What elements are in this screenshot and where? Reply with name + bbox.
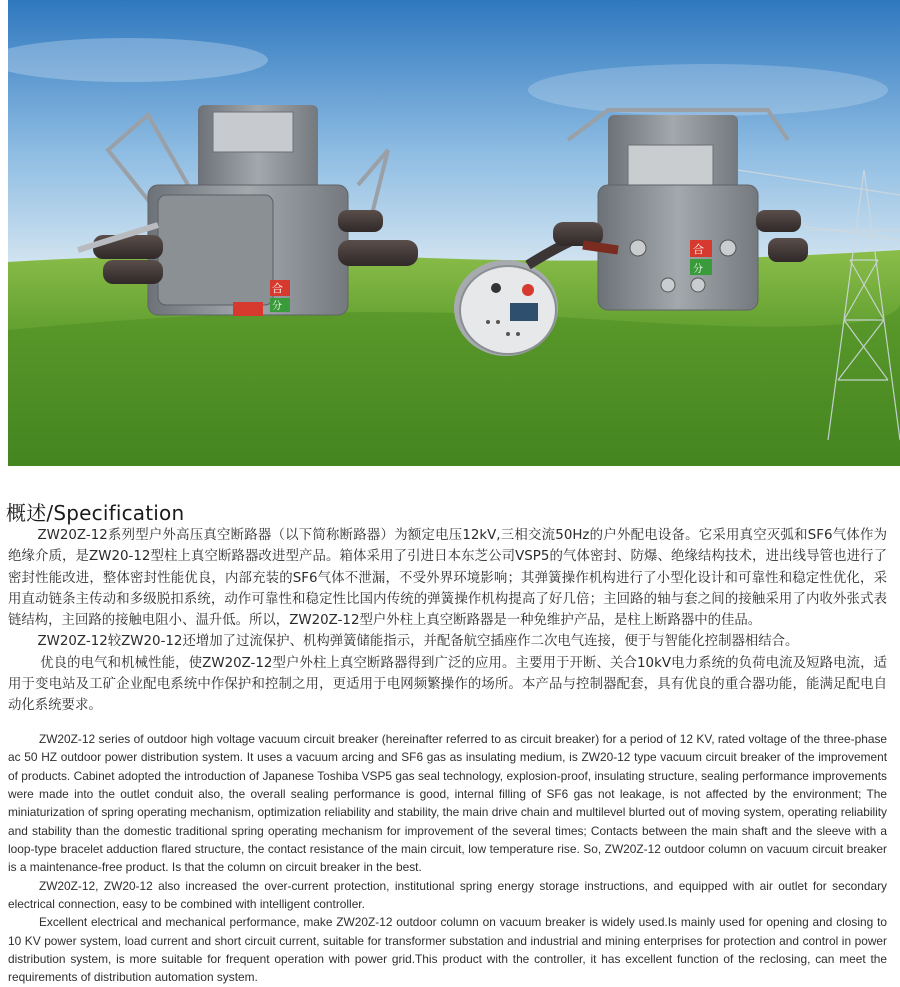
open-label: 分 bbox=[693, 264, 703, 275]
chinese-description bbox=[8, 525, 887, 717]
en-paragraph: Excellent electrical and mechanical performance, make ZW20Z-12 outdoor column on vacuum breaker is widely used.Is mainly used for opening and closing to 10 KV power system, load current and short circuit current, suitable for transformer substation and industrial and mining enterprises for protection and control in power distribution system, is more suitable for frequent operation with power grid.This product with the controller, it has excellent function of the reclosing, can meet the requirements of distribution automation system. bbox=[8, 915, 887, 985]
cn-paragraph: 优良的电气和机械性能，使ZW20Z-12型户外柱上真空断路器得到广泛的应用。主要用于开断、关合10kV电力系统的负荷电流及短路电流，适用于变电站及工矿企业配电系统中作保护和控制之用，更适用于电网频繁操作的场所。本产品与控制器配套，具有优良的重合器功能，能满足配电自动化系统要求。 bbox=[8, 655, 887, 714]
product-photo-banner bbox=[8, 0, 900, 466]
english-description bbox=[8, 730, 887, 987]
open-label: 分 bbox=[272, 301, 282, 312]
close-label: 合 bbox=[272, 282, 283, 295]
en-paragraph: ZW20Z-12 series of outdoor high voltage vacuum circuit breaker (hereinafter referred to as circuit breaker) for a period of 12 KV, rated voltage of the three-phase ac 50 HZ outdoor power distribution system. It uses a vacuum arcing and SF6 gas as insulating medium, is ZW20-12 type vacuum circuit breaker of the improvement of products. Cabinet adopted the introduction of Japanese Toshiba VSP5 gas seal technology, explosion-proof, insulating structure, sealing performance improvements were made into the outlet conduit also, the overall sealing performance is good, internal filling of SF6 gas not leakage, is not affected by the environment; The miniaturization of spring operating mechanism, optimization reliability and stability, the main drive chain and multilevel blurted out of moving system, operating reliability and stability than the domestic traditional spring operating mechanism for improvement of the several times; Contacts between the main shaft and the sleeve with a loop-type bracelet adduction flared structure, the contact resistance of the main circuit, low temperature rise. So, ZW20Z-12 outdoor column on vacuum circuit breaker is a maintenance-free product. Is that the column on circuit breaker in the best. bbox=[8, 732, 887, 875]
cn-paragraph: ZW20Z-12系列型户外高压真空断路器（以下简称断路器）为额定电压12kV,三相交流50Hz的户外配电设备。它采用真空灭弧和SF6气体作为绝缘介质，是ZW20-12型柱上真空断路器改进型产品。箱体采用了引进日本东芝公司VSP5的气体密封、防爆、绝缘结构技术，进出线导管也进行了密封性能改进，整体密封性能优良，内部充装的SF6气体不泄漏，不受外界环境影响；其弹簧操作机构进行了小型化设计和可靠性和稳定性优化，采用直动链条主传动和多级脱扣系统，动作可靠性和稳定性比国内传统的弹簧操作机构提高了好几倍；主回路的轴与套之间的接触采用了内收外张式表链结构，主回路的接触电阻小、温升低。所以，ZW20Z-12型户外柱上真空断路器是一种免维护产品，是柱上断路器中的佳品。 bbox=[8, 528, 887, 629]
en-paragraph: ZW20Z-12, ZW20-12 also increased the over-current protection, institutional spring energy storage instructions, and equipped with air outlet for secondary electrical connection, easy to be combined with intelligent controller. bbox=[8, 878, 887, 912]
section-heading: 概述/Specification bbox=[6, 501, 185, 525]
banner-illustration bbox=[8, 0, 900, 466]
close-label: 合 bbox=[693, 243, 704, 256]
cn-paragraph: ZW20Z-12较ZW20-12还增加了过流保护、机构弹簧储能指示，并配备航空插座作二次电气连接，便于与智能化控制器相结合。 bbox=[37, 634, 799, 650]
